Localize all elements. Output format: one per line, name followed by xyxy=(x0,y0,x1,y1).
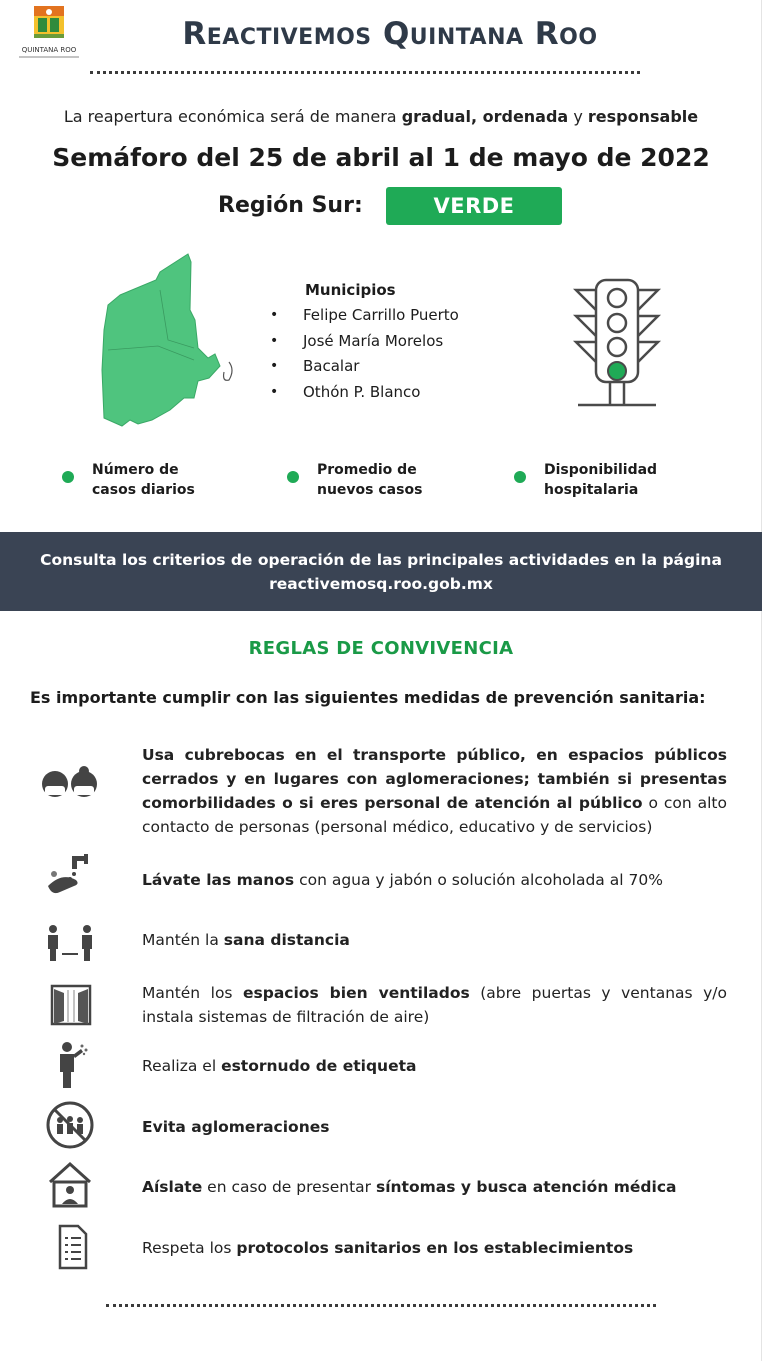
indicator-label: Promedio de xyxy=(317,462,417,478)
rule-social-distance: Mantén la sana distancia xyxy=(142,931,350,949)
social-distance-icon xyxy=(40,918,100,968)
indicator-label: casos diarios xyxy=(92,482,195,498)
checklist-icon xyxy=(40,1222,100,1272)
rule-ventilation: Mantén los espacios bien ventilados (abre puertas y ventanas y/o instala sistemas de filtración de aire) xyxy=(142,984,727,1026)
rules-title: REGLAS DE CONVIVENCIA xyxy=(248,638,514,659)
indicator-label: Número de xyxy=(92,462,179,478)
svg-text:QUINTANA ROO: QUINTANA ROO xyxy=(21,46,77,54)
ventilation-icon xyxy=(40,980,100,1030)
page-title: Reactivemos Quintana Roo xyxy=(182,16,598,52)
face-mask-icon xyxy=(40,760,100,810)
dotted-divider xyxy=(106,1304,656,1307)
municipios-list xyxy=(270,305,459,407)
sneeze-icon xyxy=(40,1040,100,1090)
rule-home-isolation: Aíslate en caso de presentar síntomas y busca atención médica xyxy=(142,1178,677,1196)
traffic-light-icon xyxy=(570,278,662,408)
home-isolation-icon xyxy=(40,1160,100,1210)
rule-face-mask: Usa cubrebocas en el transporte público, en espacios públicos cerrados y en lugares con aglomeraciones; también si presentas comorbilidades o si eres personal de atención al público o con alto contacto de personas (personal médico, educativo y de servicios) xyxy=(142,746,727,836)
info-banner xyxy=(0,532,762,611)
indicator-label: hospitalaria xyxy=(544,482,639,498)
list-item: • Bacalar xyxy=(270,356,459,382)
no-crowds-icon xyxy=(40,1100,100,1150)
semaforo-dates: Semáforo del 25 de abril al 1 de mayo de 2022 xyxy=(52,143,710,172)
rule-no-crowds: Evita aglomeraciones xyxy=(142,1118,330,1136)
rule-protocols: Respeta los protocolos sanitarios en los establecimientos xyxy=(142,1239,634,1257)
list-item: • Othón P. Blanco xyxy=(270,382,459,408)
rule-sneeze: Realiza el estornudo de etiqueta xyxy=(142,1057,417,1075)
rule-hand-washing: Lávate las manos con agua y jabón o solución alcoholada al 70% xyxy=(142,871,663,889)
quintana-roo-logo xyxy=(14,4,84,62)
list-item: • Felipe Carrillo Puerto xyxy=(270,305,459,331)
indicator-label: Disponibilidad xyxy=(544,462,658,478)
indicator-label: nuevos casos xyxy=(317,482,423,498)
list-item: • José María Morelos xyxy=(270,331,459,357)
status-dot-icon xyxy=(62,471,74,483)
intro-text: La reapertura económica será de manera gradual, ordenada y responsable xyxy=(63,107,699,126)
hand-washing-icon xyxy=(40,852,100,902)
region-label: Región Sur: xyxy=(218,193,363,218)
rules-intro: Es importante cumplir con las siguientes medidas de prevención sanitaria: xyxy=(30,688,706,707)
dotted-divider xyxy=(90,71,640,74)
region-map-icon xyxy=(98,250,248,430)
region-status-badge: VERDE xyxy=(386,187,562,225)
status-dot-icon xyxy=(287,471,299,483)
banner-text: Consulta los criterios de operación de las principales actividades en la página xyxy=(40,551,722,569)
status-dot-icon xyxy=(514,471,526,483)
municipios-title: Municipios xyxy=(305,281,396,299)
banner-link[interactable]: reactivemosq.roo.gob.mx xyxy=(269,575,493,593)
